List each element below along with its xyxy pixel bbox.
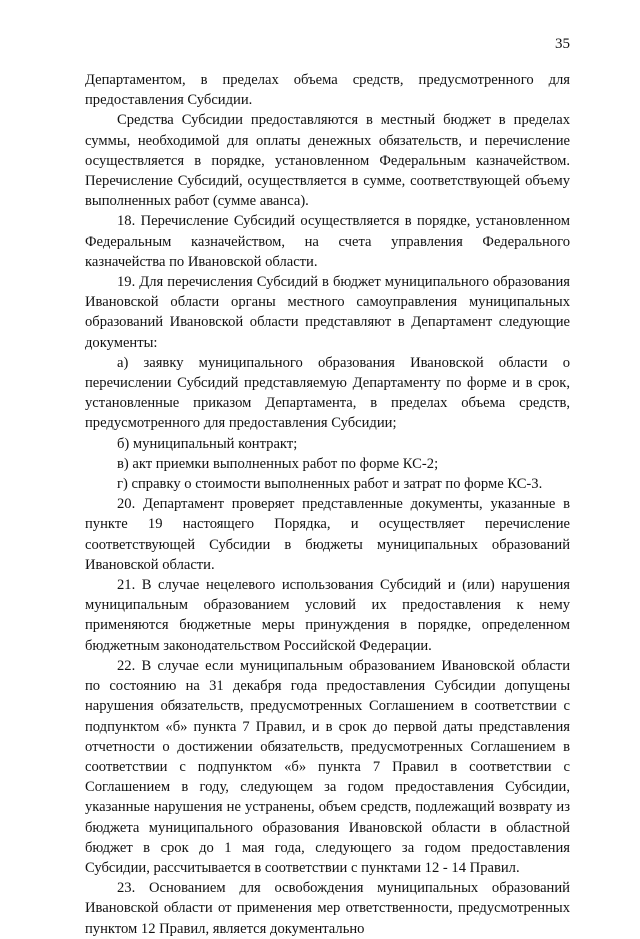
document-body: [85, 70, 570, 939]
paragraph-clause-18: 18. Перечисление Субсидий осуществляется в порядке, установленном Федеральным казначейством, на счета управления Федерального казначейства по Ивановской области.: [85, 213, 570, 270]
paragraph-continuation: Департаментом, в пределах объема средств, предусмотренного для предоставления Субсидии.: [85, 72, 570, 109]
page-number: 35: [555, 36, 570, 52]
list-item-b: б) муниципальный контракт;: [117, 435, 298, 452]
paragraph-subsidy-funds: Средства Субсидии предоставляются в местный бюджет в пределах суммы, необходимой для оплаты денежных обязательств, и перечисление осуществляется в порядке, установленном Федеральным казначейством. Перечисление Субсидий, осуществляется в сумме, соответствующей объему выполненных работ (сумме аванса).: [85, 112, 570, 210]
list-item-a: а) заявку муниципального образования Ивановской области о перечислении Субсидий представляемую Департаменту по форме и в срок, установленные приказом Департамента, в пределах объема средств, предусмотренного для предоставления Субсидии;: [85, 354, 570, 432]
list-item-v: в) акт приемки выполненных работ по форме КС-2;: [117, 455, 439, 472]
list-item-g: г) справку о стоимости выполненных работ и затрат по форме КС-3.: [117, 476, 543, 493]
paragraph-clause-23: 23. Основанием для освобождения муниципальных образований Ивановской области от применения мер ответственности, предусмотренных пунктом 12 Правил, является документально: [85, 880, 570, 937]
paragraph-clause-19: 19. Для перечисления Субсидий в бюджет муниципального образования Ивановской области органы местного самоуправления муниципальных образований Ивановской области представляют в Департамент следующие документы:: [85, 274, 570, 351]
paragraph-clause-22: 22. В случае если муниципальным образованием Ивановской области по состоянию на 31 декабря года предоставления Субсидии допущены нарушения обязательств, предусмотренных Соглашением в соответствии с подпунктом «б» пункта 7 Правил, и в срок до первой даты представления отчетности о достижении обязательств, предусмотренных Соглашением в соответствии с подпунктом «б» пункта 7 Правил в соответствии с Соглашением в году, следующем за годом предоставления Субсидии, указанные нарушения не устранены, объем средств, подлежащий возврату из бюджета муниципального образования Ивановской области в областной бюджет в срок до 1 мая года, следующего за годом предоставления Субсидии, рассчитывается в соответствии с пунктами 12 - 14 Правил.: [85, 657, 570, 876]
paragraph-clause-20: 20. Департамент проверяет представленные документы, указанные в пункте 19 настоящего Порядка, и осуществляет перечисление соответствующей Субсидии в бюджеты муниципальных образований Ивановской области.: [85, 496, 570, 573]
paragraph-clause-21: 21. В случае нецелевого использования Субсидий и (или) нарушения муниципальным образованием условий их предоставления к нему применяются бюджетные меры принуждения в порядке, определенном бюджетным законодательством Российской Федерации.: [85, 577, 570, 654]
